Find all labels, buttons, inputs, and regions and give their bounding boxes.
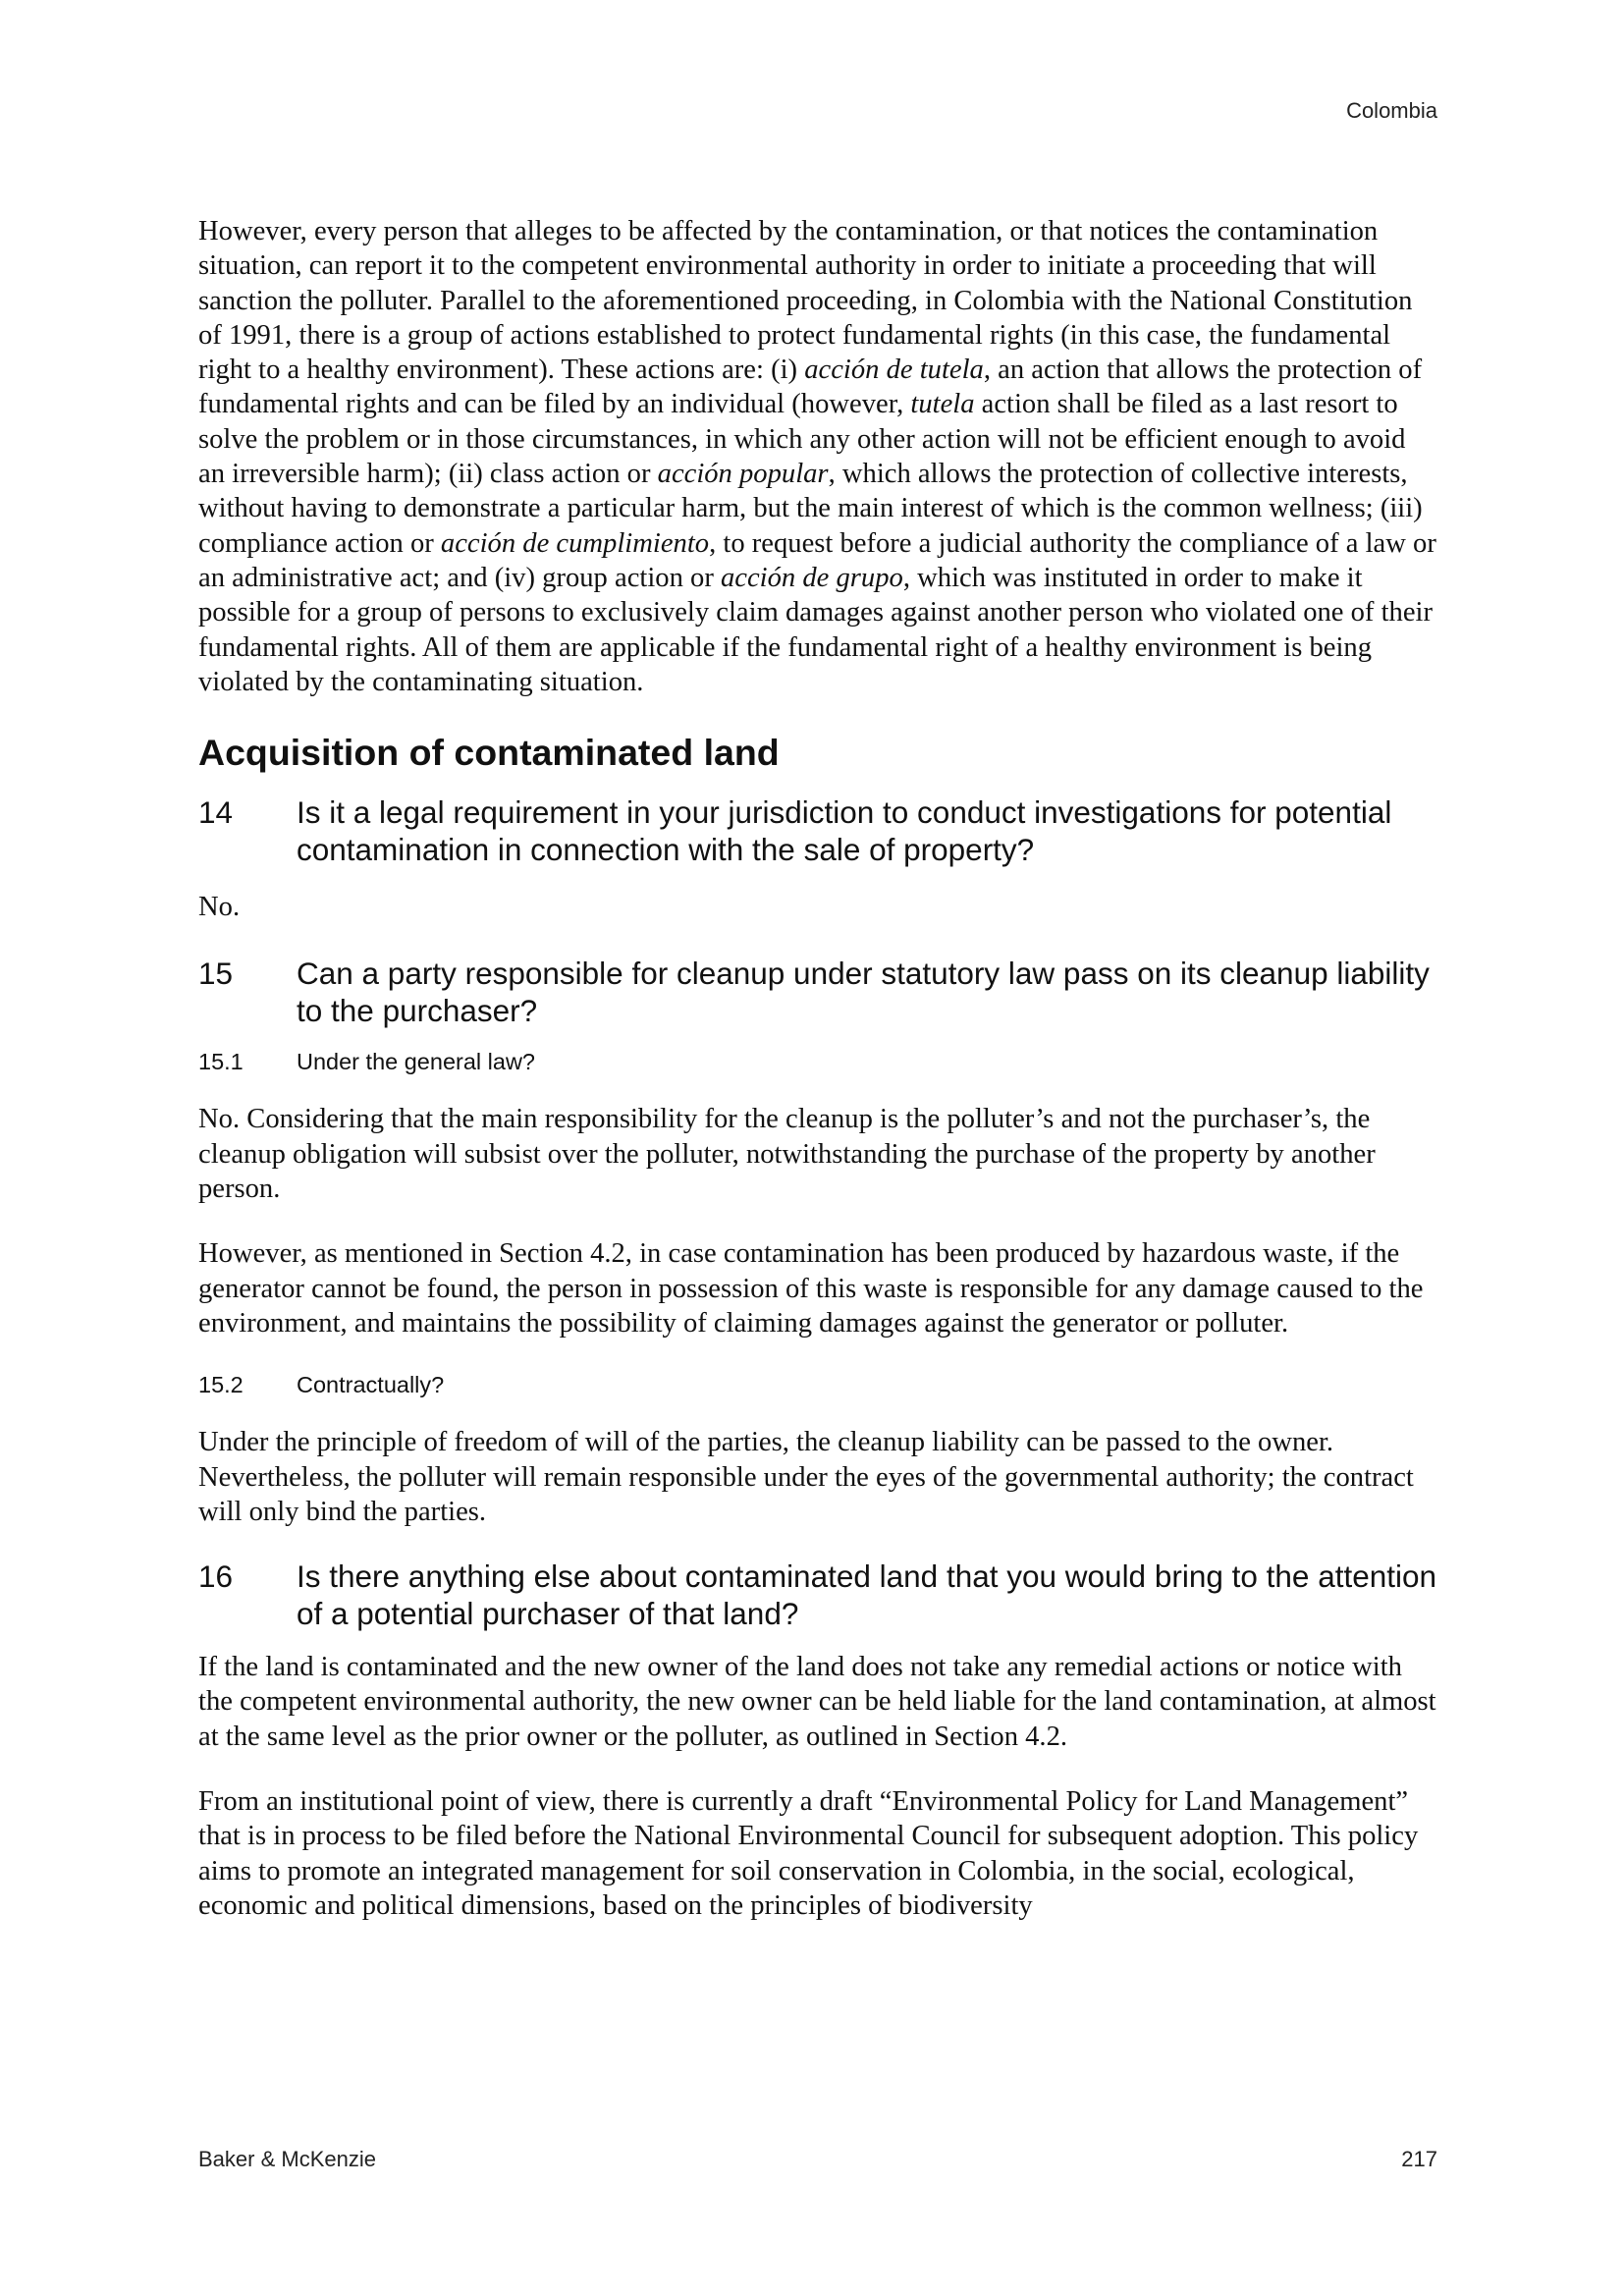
section-heading: Acquisition of contaminated land	[198, 732, 780, 774]
answer-15-1-paragraph-2: However, as mentioned in Section 4.2, in case contamination has been produced by hazardous waste, if the generator cannot be found, the person in possession of this waste is responsible for any damage caused to the environment, and maintains the possibility of claiming damages against the generator or polluter.	[198, 1238, 1424, 1339]
text-run: , which was instituted in order to make it possible for a group of persons to exclusively claim damages against another person who violated one of their fundamental rights. All of them are applicable if the fundamental right of a healthy environment is being violated by the contaminating situation.	[198, 562, 1433, 697]
text-run: However, every person that alleges to be affected by the contamination, or that notices the contamination situation, can report it to the competent environmental authority in order to initiate a proceeding that will sanction the polluter. Parallel to the aforementioned proceeding, in Colombia with the National Constitution of 1991, there is a group of actions established to protect fundamental rights (in this case, the fundamental right to a healthy environment). These actions are: (i)	[198, 216, 1413, 386]
running-header: Colombia	[1346, 98, 1437, 123]
question-text: Is there anything else about contaminated land that you would bring to the attention of a potential purchaser of that land?	[297, 1558, 1437, 1631]
answer-14: No.	[198, 892, 241, 923]
question-16	[198, 1558, 1437, 1632]
italic-term: acción popular	[657, 459, 829, 490]
text-run: action shall be filed as a last resort to solve the problem or in those circumstances, in which any other action will not be efficient enough to avoid an irreversible harm); (ii) class action or	[198, 389, 1406, 490]
answer-15-1-paragraph-1: No. Considering that the main responsibility for the cleanup is the polluter’s and not the purchaser’s, the cleanup obligation will subsist over the polluter, notwithstanding the purchase of the property by another person.	[198, 1104, 1376, 1205]
italic-term: acción de cumplimiento	[440, 527, 710, 559]
answer-15-2-paragraph: Under the principle of freedom of will of the parties, the cleanup liability can be passed to the owner. Nevertheless, the polluter will remain responsible under the eyes of the governmental authority; the contract will only bind the parties.	[198, 1427, 1414, 1527]
subquestion-title: Contractually?	[297, 1372, 445, 1398]
answer-16-paragraph-1: If the land is contaminated and the new owner of the land does not take any remedial actions or notice with the competent environmental authority, the new owner can be held liable for the land contamination, at almost at the same level as the prior owner or the polluter, as outlined in Section 4.2.	[198, 1652, 1436, 1752]
question-text: Can a party responsible for cleanup under statutory law pass on its cleanup liability to the purchaser?	[297, 956, 1430, 1028]
text-run: , to request before a judicial authority the compliance of a law or an administrative act; and (iv) group action or	[198, 527, 1436, 593]
subquestion-15-2	[198, 1370, 1437, 1399]
footer-firm-name: Baker & McKenzie	[198, 2147, 376, 2171]
italic-term: acción de tutela	[804, 355, 984, 386]
page-content	[198, 214, 1437, 1923]
question-number: 15	[198, 956, 234, 992]
subquestion-title: Under the general law?	[297, 1049, 535, 1075]
italic-term: acción de grupo	[721, 562, 903, 593]
text-run: , an action that allows the protection of fundamental rights and can be filed by an individual (however,	[198, 355, 1423, 420]
subquestion-number: 15.1	[198, 1049, 244, 1075]
question-number: 16	[198, 1558, 234, 1595]
subquestion-number: 15.2	[198, 1372, 244, 1398]
question-text: Is it a legal requirement in your jurisdiction to conduct investigations for potential contamination in connection with the sale of property?	[297, 794, 1392, 867]
intro-paragraph	[198, 214, 1437, 699]
question-14	[198, 794, 1437, 868]
text-run: , which allows the protection of collective interests, without having to demonstrate a particular harm, but the main interest of which is the common wellness; (iii) compliance action or	[198, 459, 1423, 559]
subquestion-15-1	[198, 1047, 1437, 1076]
footer-page-number: 217	[1401, 2147, 1437, 2171]
italic-term: tutela	[910, 389, 975, 420]
question-15	[198, 956, 1437, 1029]
question-number: 14	[198, 794, 234, 831]
answer-16-paragraph-2: From an institutional point of view, there is currently a draft “Environmental Policy for Land Management” that is in process to be filed before the National Environmental Council for subsequent adoption. This policy aims to promote an integrated management for soil conservation in Colombia, in the social, ecological, economic and political dimensions, based on the principles of biodiversity	[198, 1786, 1419, 1921]
